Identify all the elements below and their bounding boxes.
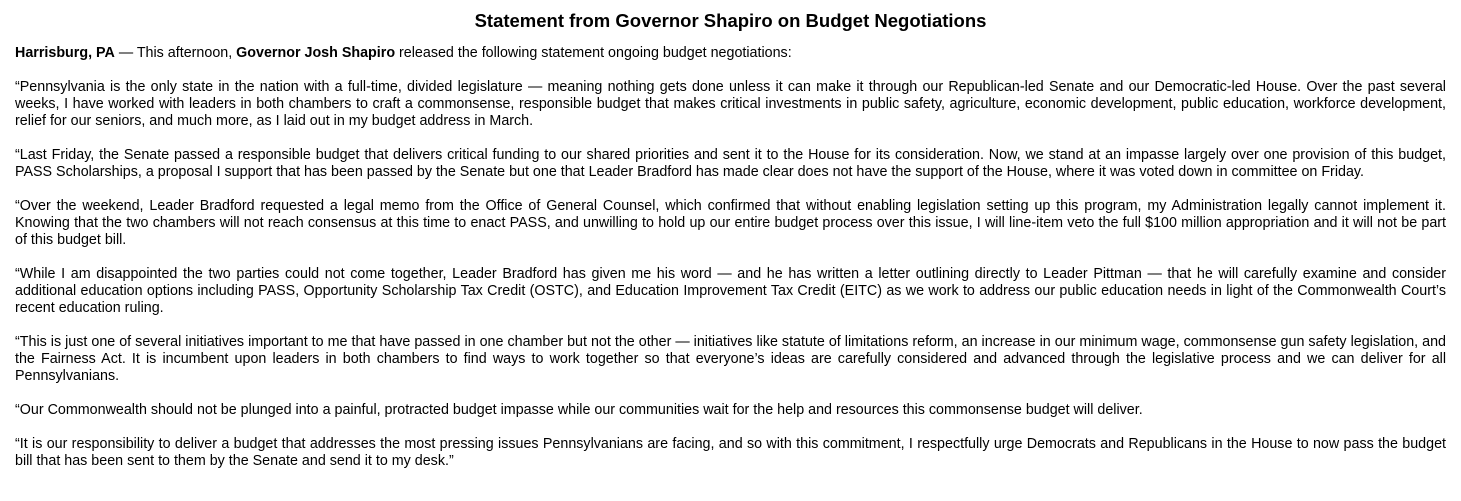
- statement-paragraph-4: “While I am disappointed the two parties could not come together, Leader Bradford has given me his word — and he has written a letter outlining directly to Leader Pittman — that he will carefully examine and consider additional education options including PASS, Opportunity Scholarship Tax Credit (OSTC), and Education Improvement Tax Credit (EITC) as we work to address our public education needs in light of the Commonwealth Court’s recent education ruling.: [15, 266, 1446, 316]
- page-title: Statement from Governor Shapiro on Budget Negotiations: [474, 10, 987, 31]
- statement-paragraph-3: “Over the weekend, Leader Bradford requested a legal memo from the Office of General Counsel, which confirmed that without enabling legislation setting up this program, my Administration legally cannot implement it. Knowing that the two chambers will not reach consensus at this time to enact PASS, and unwilling to hold up our entire budget process over this issue, I will line-item veto the full $100 million appropriation and it will not be part of this budget bill.: [15, 198, 1446, 248]
- dateline-connector: — This afternoon,: [114, 45, 237, 61]
- statement-paragraph-5: “This is just one of several initiatives important to me that have passed in one chamber but not the other — initiatives like statute of limitations reform, an increase in our minimum wage, commonsense gun safety legislation, and the Fairness Act. It is incumbent upon leaders in both chambers to find ways to work together so that everyone’s ideas are carefully considered and advanced through the legislative process and we can deliver for all Pennsylvanians.: [15, 334, 1446, 384]
- statement-paragraph-2: “Last Friday, the Senate passed a responsible budget that delivers critical funding to our shared priorities and sent it to the House for its consideration. Now, we stand at an impasse largely over one provision of this budget, PASS Scholarships, a proposal I support that has been passed by the Senate but one that Leader Bradford has made clear does not have the support of the House, where it was voted down in committee on Friday.: [15, 147, 1446, 180]
- statement-paragraph-1: “Pennsylvania is the only state in the nation with a full-time, divided legislature — meaning nothing gets done unless it can make it through our Republican-led Senate and our Democratic-led House. Over the past several weeks, I have worked with leaders in both chambers to craft a commonsense, responsible budget that makes critical investments in public safety, agriculture, economic development, public education, workforce development, relief for our seniors, and much more, as I laid out in my budget address in March.: [15, 79, 1446, 129]
- dateline-lead: released the following statement ongoing budget negotiations:: [395, 45, 792, 61]
- dateline-speaker: Governor Josh Shapiro: [236, 45, 396, 61]
- statement-paragraph-6: “Our Commonwealth should not be plunged into a painful, protracted budget impasse while our communities wait for the help and resources this commonsense budget will deliver.: [15, 402, 1143, 418]
- dateline-location: Harrisburg, PA: [15, 45, 115, 61]
- dateline-paragraph: [15, 45, 1446, 62]
- statement-paragraph-7: “It is our responsibility to deliver a budget that addresses the most pressing issues Pennsylvanians are facing, and so with this commitment, I respectfully urge Democrats and Republicans in the House to now pass the budget bill that has been sent to them by the Senate and send it to my desk.”: [15, 436, 1446, 469]
